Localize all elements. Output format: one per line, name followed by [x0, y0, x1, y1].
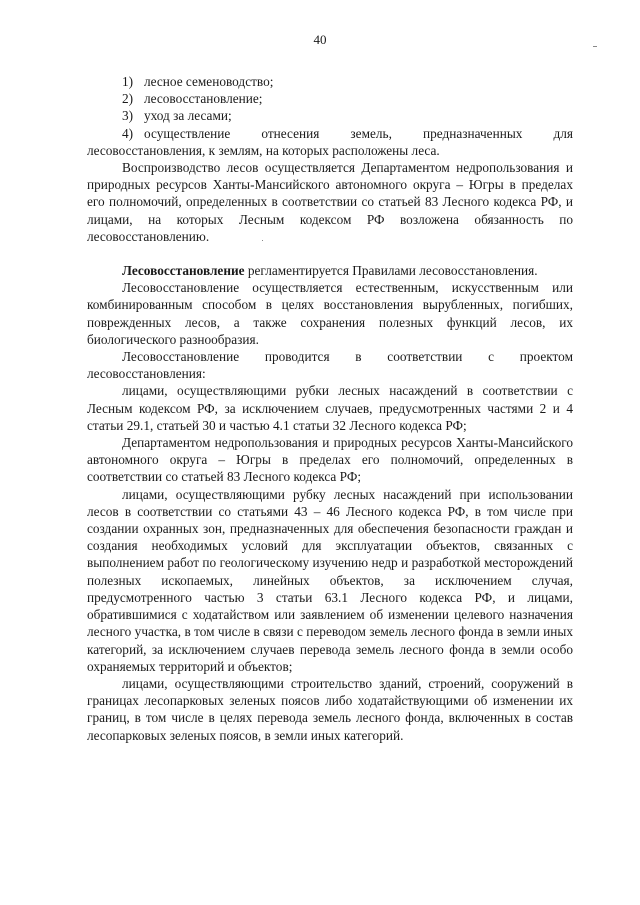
paragraph-regulation: [87, 262, 573, 279]
list-item-text: лесовосстановление;: [144, 91, 263, 107]
paragraph-department: Департаментом недропользования и природных ресурсов Ханты-Мансийского автономного округа – Югры в пределах его полномочий, определенных в соответствии со статьей 83 Лесного кодекса РФ;: [87, 435, 573, 485]
list-item-text: лесное семеноводство;: [144, 74, 274, 89]
scan-speck: [262, 240, 263, 241]
list-item-number: 3): [122, 108, 134, 124]
paragraph-reproduction: Воспроизводство лесов осуществляется Департаментом недропользования и природных ресурсов Ханты-Мансийского автономного округа – Югры в пределах его полномочий, определенных в соответствии со статьей 83 Лесного кодекса РФ, и лицами, на которых Лесным кодексом РФ возложена обязанность по лесовосстановлению.: [87, 160, 573, 244]
paragraph-persons-logging: лицами, осуществляющими рубки лесных насаждений в соответствии с Лесным кодексом РФ, за исключением случаев, предусмотренных частями 2 и 4 статьи 29.1, статьей 30 и частью 4.1 статьи 32 Лесного кодекса РФ;: [87, 383, 573, 433]
list-item-number: 4): [122, 125, 134, 141]
list-item-text: осуществление отнесения земель, предназначенных для лесовосстановления, к землям, на которых расположены леса.: [87, 125, 573, 158]
list-item: [87, 107, 573, 124]
paragraph-methods: Лесовосстановление осуществляется естественным, искусственным или комбинированным способом в целях восстановления вырубленных, погибших, поврежденных лесов, а также сохранения полезных функций лесов, их биологического разнообразия.: [87, 280, 573, 347]
regulation-text: регламентируется Правилами лесовосстановления.: [244, 263, 538, 279]
page-number: 40: [313, 32, 327, 47]
paragraph-persons-construction: лицами, осуществляющими строительство зданий, строений, сооружений в границах лесопарковых зеленых поясов либо ходатайствующими об изменении их границ, в том числе в целях перевода земель лесного фонда, включенных в состав лесопарковых зеленых поясов, в земли иных категорий.: [87, 675, 573, 743]
paragraph-persons-forest-use: лицами, осуществляющими рубку лесных насаждений при использовании лесов в соответствии со статьями 43 – 46 Лесного кодекса РФ, в том числе при создании охранных зон, предназначенных для обеспечения безопасности граждан и создания необходимых условий для эксплуатации объектов, связанных с выполнением работ по геологическому изучению недр и разработкой месторождений полезных ископаемых, линейных объектов, за исключением случая, предусмотренного частью 3 статьи 63.1 Лесного кодекса РФ, и лицами, обратившимися с ходатайством или заявлением об изменении целевого назначения лесного участка, в том числе в связи с переводом земель лесного фонда в земли иных категорий, за исключением случаев перевода земель лесного фонда в земли особо охраняемых территорий и объектов;: [87, 486, 573, 674]
scan-speck: [593, 46, 597, 47]
list-item: [87, 73, 573, 90]
paragraph-gap: [87, 245, 573, 262]
list-item-number: 1): [122, 74, 134, 89]
list-item-text: уход за лесами;: [144, 108, 232, 124]
paragraph-project: Лесовосстановление проводится в соответствии с проектом лесовосстановления:: [87, 349, 573, 382]
list-item-number: 2): [122, 91, 134, 107]
list-item: [87, 90, 573, 107]
document-body: [87, 73, 573, 744]
regulation-bold-term: Лесовосстановление: [122, 263, 245, 279]
list-item-4: [87, 125, 573, 159]
